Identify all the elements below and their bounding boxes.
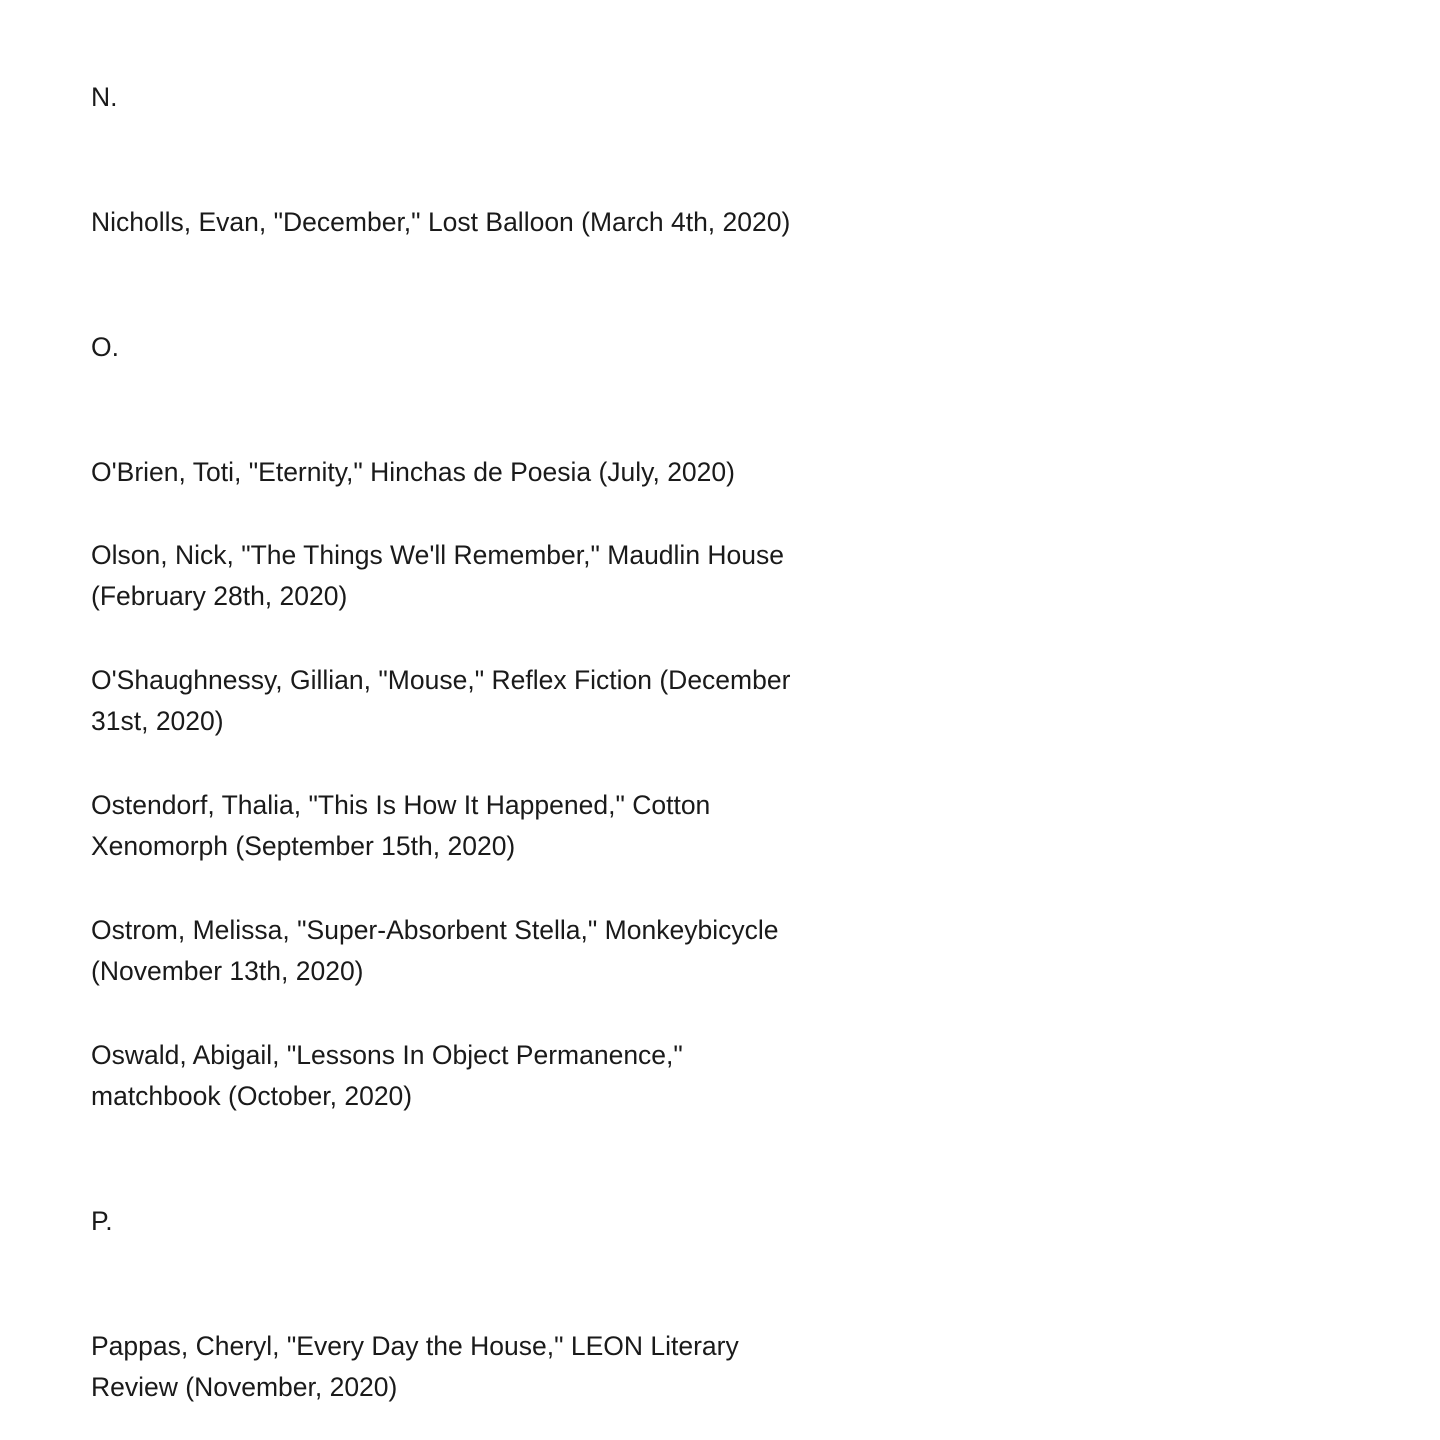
entry-ostendorf-line-1: Ostendorf, Thalia, "This Is How It Happened," Cotton	[91, 790, 711, 820]
entry-oswald-line-1: Oswald, Abigail, "Lessons In Object Permanence,"	[91, 1040, 683, 1070]
entry-pappas-line-2: Review (November, 2020)	[91, 1372, 398, 1402]
entry-oshaughnessy-line-2: 31st, 2020)	[91, 706, 224, 736]
entry-pappas-line-1: Pappas, Cheryl, "Every Day the House," LEON Literary	[91, 1331, 739, 1361]
entry-olson-line-1: Olson, Nick, "The Things We'll Remember," Maudlin House	[91, 540, 785, 570]
entry-oswald-line-2: matchbook (October, 2020)	[91, 1081, 413, 1111]
entry-obrien: O'Brien, Toti, "Eternity," Hinchas de Poesia (July, 2020)	[91, 457, 735, 487]
entry-oshaughnessy-line-1: O'Shaughnessy, Gillian, "Mouse," Reflex Fiction (December	[91, 665, 791, 695]
entry-ostrom-line-1: Ostrom, Melissa, "Super-Absorbent Stella," Monkeybicycle	[91, 915, 779, 945]
section-letter-o: O.	[91, 332, 119, 362]
section-letter-n: N.	[91, 82, 118, 112]
entry-nicholls: Nicholls, Evan, "December," Lost Balloon (March 4th, 2020)	[91, 207, 791, 237]
entry-ostrom-line-2: (November 13th, 2020)	[91, 956, 364, 986]
entry-olson-line-2: (February 28th, 2020)	[91, 581, 348, 611]
entry-ostendorf-line-2: Xenomorph (September 15th, 2020)	[91, 831, 516, 861]
section-letter-p: P.	[91, 1206, 113, 1236]
